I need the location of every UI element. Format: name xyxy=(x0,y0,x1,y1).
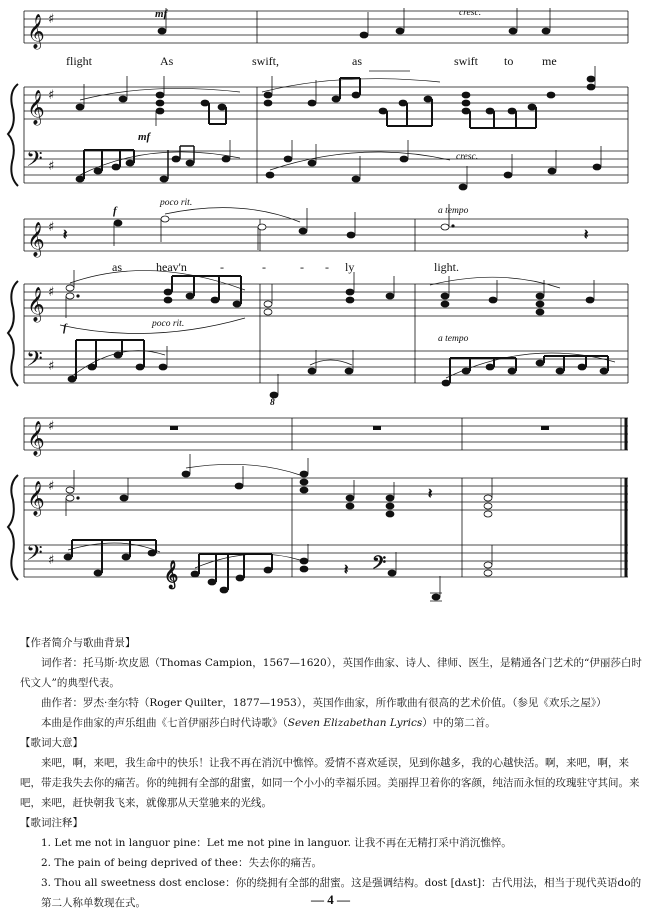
lyricist-name: 托马斯·坎皮恩 xyxy=(83,657,150,669)
lyricist-description: 英国作曲家、诗人、律师、医生，是精通各门艺术的“伊丽莎白时代文人”的典型代表。 xyxy=(20,657,642,689)
svg-text:𝄞: 𝄞 xyxy=(27,90,45,125)
svg-text:𝄞: 𝄞 xyxy=(27,481,45,516)
svg-text:♯: ♯ xyxy=(48,419,55,434)
lyric-word: as xyxy=(112,260,122,274)
svg-text:𝄽: 𝄽 xyxy=(584,227,589,243)
lyric-word: light. xyxy=(434,260,460,274)
lyricist-label: 词作者： xyxy=(41,657,83,669)
lyrics-system-2 xyxy=(112,260,459,274)
meaning-paragraph: 来吧，啊，来吧，我生命中的快乐！让我不再在消沉中憔悴。爱情不喜欢延误，见到你越多，我的心越快活。啊，来吧，啊，来吧，带走我失去你的痛苦。你的纯拥有全部的甜蜜，如同一个小小的幸福乐园。美丽捍卫着你的客颜，纯洁而永恒的玫瑰驻守其间。来吧，来吧，赶快朝我飞来，就像那从天堂驰来的光线。 xyxy=(20,757,640,809)
song-origin-latin: Seven Elizabethan Lyrics xyxy=(287,717,423,729)
a-tempo-voice: a tempo xyxy=(438,206,469,216)
lyric-word: heav'n xyxy=(156,260,187,274)
cresc-voice: cresc. xyxy=(459,8,482,18)
section-heading-background: 【作者简介与歌曲背景】 xyxy=(20,637,136,649)
svg-text:♯: ♯ xyxy=(48,553,55,568)
cresc-piano: cresc. xyxy=(456,152,479,162)
lyrics-system-1 xyxy=(66,54,557,68)
lyric-word: As xyxy=(160,54,174,68)
svg-text:♯: ♯ xyxy=(48,479,55,494)
lyric-word: ly xyxy=(345,260,355,274)
svg-text:♯: ♯ xyxy=(48,12,55,27)
song-origin-after: ）中的第二首。 xyxy=(422,717,496,729)
octave-mark: 8 xyxy=(270,398,275,408)
song-origin-paragraph xyxy=(20,713,645,733)
song-origin-before: 本曲是作曲家的声乐组曲《七首伊丽莎白时代诗歌》（ xyxy=(41,717,288,729)
svg-text:𝄞: 𝄞 xyxy=(164,560,179,588)
lyric-word: as xyxy=(352,54,362,68)
poco-rit-voice: poco rit. xyxy=(160,198,193,208)
notes-section xyxy=(20,633,645,913)
svg-text:♯: ♯ xyxy=(48,285,55,300)
svg-text:𝄢: 𝄢 xyxy=(26,347,43,377)
svg-text:♯: ♯ xyxy=(48,359,55,374)
composer-description: 英国作曲家，所作歌曲有很高的艺术价值。（参见《欢乐之屋》） xyxy=(312,697,607,709)
lyric-word: swift, xyxy=(252,54,279,68)
lyric-word: - xyxy=(262,260,266,274)
svg-text:♯: ♯ xyxy=(48,159,55,174)
svg-text:♯: ♯ xyxy=(48,220,55,235)
lyric-word: swift xyxy=(454,54,478,68)
lyric-word: to xyxy=(504,54,514,68)
page-number: — 4 — xyxy=(311,892,350,907)
section-heading-meaning: 【歌词大意】 xyxy=(20,737,83,749)
dynamic-mf-voice: mf xyxy=(155,8,168,20)
svg-text:♯: ♯ xyxy=(48,88,55,103)
composer-paragraph: 曲作者：罗杰·奎尔特（Roger Quilter，1877—1953），英国作曲家，所作歌曲有很高的艺术价值。（参见《欢乐之屋》） xyxy=(41,697,607,709)
lyric-word: - xyxy=(325,260,329,274)
lyric-word: - xyxy=(220,260,224,274)
annotation-item: 3. Thou all sweetness dost enclose：你的绕拥有全部的甜蜜。这是强调结构。dost [dʌst]：古代用法，相当于现代英语do的第二人称单数现在式。 xyxy=(41,877,642,909)
svg-text:𝄽: 𝄽 xyxy=(344,562,349,578)
dynamic-mf-piano: mf xyxy=(138,131,151,143)
annotation-item: 2. The pain of being deprived of thee：失去你的痛苦。 xyxy=(41,857,322,869)
svg-text:𝄢: 𝄢 xyxy=(372,553,387,578)
lyric-word: flight xyxy=(66,54,92,68)
lyricist-paragraph: 词作者：托马斯·坎皮恩（Thomas Campion，1567—1620），英国作曲家、诗人、律师、医生，是精通各门艺术的“伊丽莎白时代文人”的典型代表。 xyxy=(20,657,642,689)
svg-text:𝄽: 𝄽 xyxy=(428,486,433,502)
poco-rit-piano: poco rit. xyxy=(152,319,185,329)
section-heading-annotations: 【歌词注释】 xyxy=(20,817,83,829)
svg-text:𝄽: 𝄽 xyxy=(63,227,68,243)
lyric-word: - xyxy=(300,260,304,274)
svg-text:𝄢: 𝄢 xyxy=(26,147,43,177)
composer-name: 罗杰·奎尔特 xyxy=(83,697,139,709)
dynamic-f-voice: f xyxy=(113,205,117,217)
a-tempo-piano: a tempo xyxy=(438,334,469,344)
lyric-word: me xyxy=(542,54,557,68)
svg-text:𝄢: 𝄢 xyxy=(26,541,43,571)
dynamic-f-piano: f xyxy=(63,322,67,334)
composer-label: 曲作者： xyxy=(41,697,83,709)
composer-latin: Roger Quilter，1877—1953 xyxy=(149,697,297,709)
svg-text:𝄞: 𝄞 xyxy=(27,421,45,456)
svg-text:𝄞: 𝄞 xyxy=(27,222,45,257)
svg-text:𝄞: 𝄞 xyxy=(27,14,45,49)
svg-text:𝄞: 𝄞 xyxy=(27,287,45,322)
lyricist-latin: Thomas Campion，1567—1620 xyxy=(159,657,327,669)
annotation-item: 1. Let me not in languor pine：Let me not pine in languor. 让我不再在无精打采中消沉憔悴。 xyxy=(41,837,512,849)
